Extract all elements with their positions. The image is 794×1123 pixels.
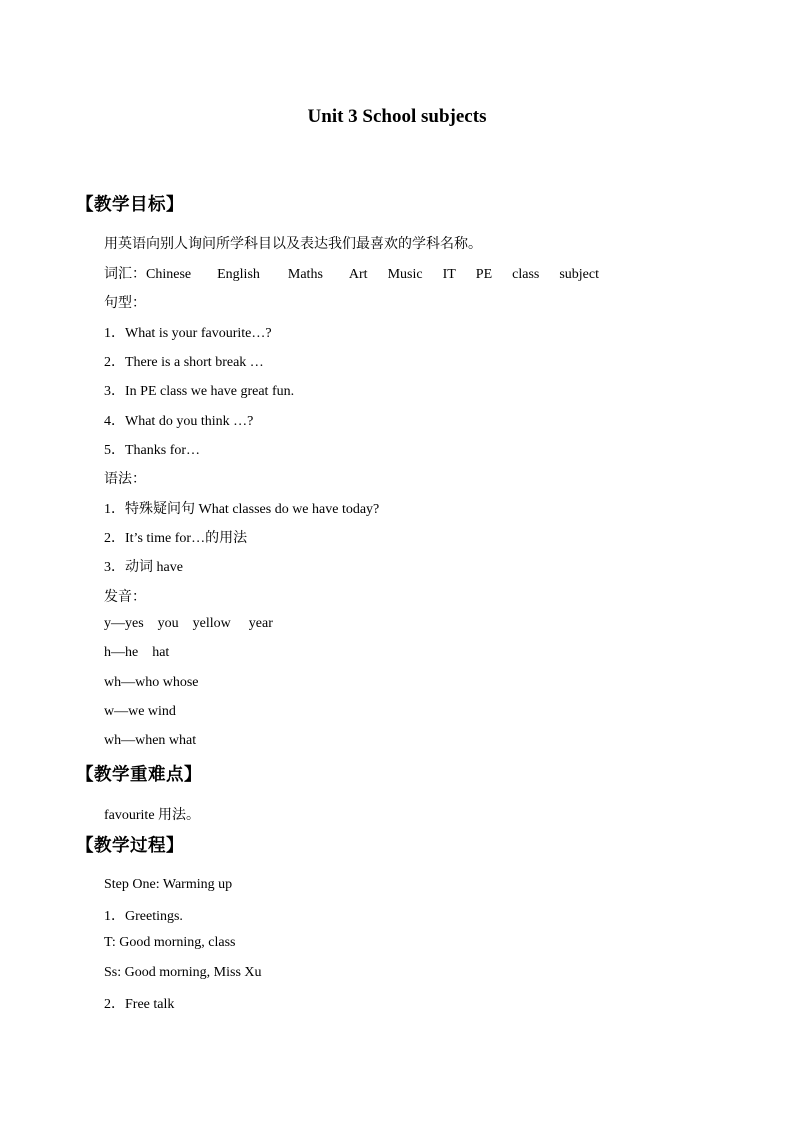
sentence-label: 句型： (104, 295, 146, 311)
difficulties-text: favourite 用法。 (104, 808, 201, 823)
sentence-item: 5．Thanks for… (104, 443, 201, 458)
sentence-item: 3．In PE class we have great fun. (104, 384, 295, 399)
phonics-line: w—we wind (104, 704, 176, 719)
process-heading: 【教学过程】 (76, 836, 184, 856)
phonics-word: yellow (192, 616, 231, 631)
grammar-item: 3．动词 have (104, 560, 183, 575)
vocab-word: Chinese (146, 267, 192, 282)
phonics-word: y—yes (104, 616, 144, 631)
grammar-item: 1．特殊疑问句 What classes do we have today? (104, 502, 380, 517)
vocab-word: IT (442, 267, 456, 282)
grammar-item: 2．It’s time for…的用法 (104, 531, 248, 546)
vocab-word: Maths (287, 267, 323, 282)
objectives-intro: 用英语向别人询问所学科目以及表达我们最喜欢的学科名称。 (104, 236, 482, 252)
vocab-word: subject (559, 267, 599, 282)
phonics-word: you (157, 616, 179, 631)
vocab-line (104, 263, 619, 283)
phonics-line: wh—who whose (104, 675, 199, 690)
vocab-word: Music (387, 267, 423, 282)
process-line: 2．Free talk (104, 997, 175, 1012)
vocab-word: class (512, 267, 540, 282)
phonics-line (104, 616, 287, 632)
document-title: Unit 3 School subjects (307, 106, 487, 127)
sentence-item: 4．What do you think …? (104, 414, 254, 429)
process-line: 1．Greetings. (104, 909, 183, 924)
objectives-heading: 【教学目标】 (76, 195, 184, 215)
phonics-word: h—he (104, 645, 139, 660)
phonics-word: year (248, 616, 273, 631)
vocab-label: 词汇： (104, 266, 146, 282)
phonics-line: wh—when what (104, 733, 197, 748)
process-line: T: Good morning, class (104, 935, 236, 950)
process-line: Step One: Warming up (104, 877, 233, 892)
grammar-label: 语法： (104, 471, 146, 487)
phonics-word: hat (152, 645, 170, 660)
vocab-word: PE (475, 267, 493, 282)
vocab-word: English (217, 267, 260, 282)
sentence-item: 2．There is a short break … (104, 355, 264, 370)
phonics-line (104, 645, 183, 661)
phonics-label: 发音： (104, 589, 146, 605)
process-line: Ss: Good morning, Miss Xu (104, 965, 262, 980)
vocab-word: Art (348, 267, 368, 282)
difficulties-heading: 【教学重难点】 (76, 765, 202, 785)
sentence-item: 1．What is your favourite…? (104, 326, 272, 341)
